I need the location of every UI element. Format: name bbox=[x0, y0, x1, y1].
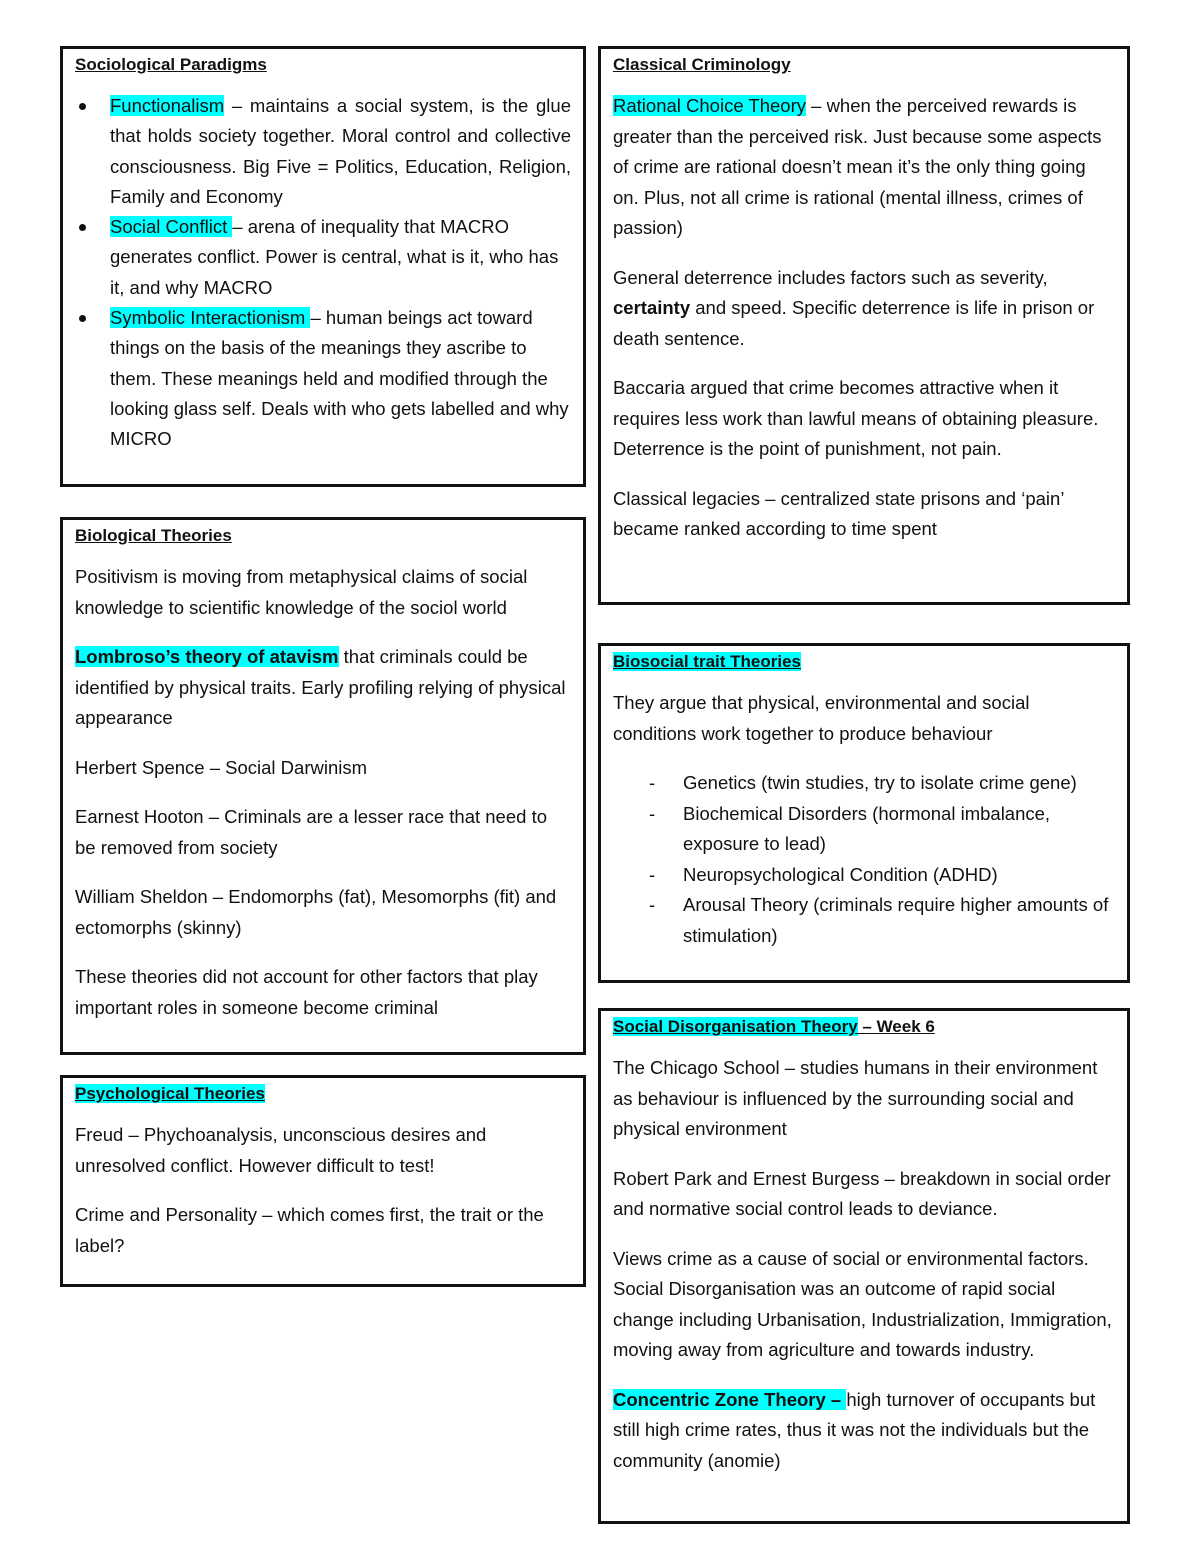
term-highlight: Functionalism bbox=[110, 95, 225, 116]
paragraph-text: and speed. Specific deterrence is life in prison or death sentence. bbox=[613, 297, 1095, 349]
paragraph-text: – when the perceived rewards is greater than the perceived risk. Just because some aspects of crime are rational doesn’t mean it’s the only thing going on. Plus, not all crime is rational (mental illness, crimes of passion) bbox=[613, 95, 1102, 238]
list-item: - Neuropsychological Condition (ADHD) bbox=[683, 860, 1115, 891]
section-title: Sociological Paradigms bbox=[75, 55, 267, 74]
section-title: Classical Criminology bbox=[613, 55, 791, 74]
section-title bbox=[613, 1015, 1115, 1039]
paragraph: Earnest Hooton – Criminals are a lesser race that need to be removed from society bbox=[75, 806, 547, 858]
title-suffix: – Week 6 bbox=[857, 1017, 935, 1036]
paragraph: Views crime as a cause of social or environmental factors. Social Disorganisation was an outcome of rapid social change including Urbanisation, Industrialization, Immigration, moving away from agriculture and towards industry. bbox=[613, 1247, 1112, 1360]
title-highlight: Social Disorganisation Theory bbox=[613, 1017, 858, 1036]
paragraph: Baccaria argued that crime becomes attractive when it requires less work than lawful means of obtaining pleasure. Deterrence is the point of punishment, not pain. bbox=[613, 377, 1099, 459]
paradigm-list bbox=[75, 91, 571, 455]
paragraph: Freud – Phychoanalysis, unconscious desires and unresolved conflict. However difficult to test! bbox=[75, 1124, 487, 1176]
trait-list bbox=[613, 768, 1115, 951]
list-item: - Arousal Theory (criminals require higher amounts of stimulation) bbox=[683, 890, 1115, 951]
paragraph bbox=[613, 263, 1115, 355]
paragraph-text: that criminals could be identified by physical traits. Early profiling relying of physical appearance bbox=[75, 646, 566, 728]
paragraph: They argue that physical, environmental and social conditions work together to produce behaviour bbox=[613, 692, 1030, 744]
social-disorganisation-box bbox=[598, 1008, 1130, 1524]
term-highlight: Social Conflict bbox=[110, 216, 233, 238]
paragraph bbox=[613, 1385, 1115, 1477]
term-highlight: Lombroso’s theory of atavism bbox=[75, 646, 339, 667]
list-item bbox=[110, 91, 571, 212]
section-title bbox=[75, 1082, 571, 1106]
paragraph bbox=[75, 642, 571, 734]
paragraph: These theories did not account for other factors that play important roles in someone become criminal bbox=[75, 966, 538, 1018]
term-highlight: Concentric Zone Theory – bbox=[613, 1388, 847, 1410]
title-highlight: Psychological Theories bbox=[75, 1084, 265, 1103]
term-highlight: Rational Choice Theory bbox=[613, 95, 806, 116]
paragraph: Robert Park and Ernest Burgess – breakdown in social order and normative social control leads to deviance. bbox=[613, 1167, 1111, 1219]
section-title bbox=[613, 650, 1115, 674]
list-item bbox=[110, 303, 571, 454]
paragraph-text: General deterrence includes factors such as severity, bbox=[613, 266, 1048, 288]
paragraph-text: high turnover of occupants but still high crime rates, thus it was not the individuals but the community (anomie) bbox=[613, 1388, 1096, 1471]
bold-text: certainty bbox=[613, 297, 691, 318]
paragraph: Positivism is moving from metaphysical claims of social knowledge to scientific knowledge of the sociol world bbox=[75, 566, 528, 618]
paragraph: The Chicago School – studies humans in their environment as behaviour is influenced by the surrounding social and physical environment bbox=[613, 1057, 1098, 1139]
psychological-theories-box bbox=[60, 1075, 586, 1287]
classical-criminology-box bbox=[598, 46, 1130, 605]
sociological-paradigms-box bbox=[60, 46, 586, 487]
list-item-text: – human beings act toward things on the basis of the meanings they ascribe to them. These meanings held and modified through the looking glass self. Deals with who gets labelled and why MICRO bbox=[110, 307, 569, 450]
paragraph bbox=[613, 91, 1115, 244]
biological-theories-box bbox=[60, 517, 586, 1055]
list-item bbox=[110, 212, 571, 303]
section-title: Biological Theories bbox=[75, 526, 232, 545]
paragraph: Herbert Spence – Social Darwinism bbox=[75, 756, 368, 778]
list-item-text: – arena of inequality that MACRO generates conflict. Power is central, what is it, who has it, and why MACRO bbox=[110, 216, 559, 298]
list-item: - Genetics (twin studies, try to isolate crime gene) bbox=[683, 768, 1115, 799]
list-item: - Biochemical Disorders (hormonal imbalance, exposure to lead) bbox=[683, 799, 1115, 860]
list-item-text: – maintains a social system, is the glue that holds society together. Moral control and collective consciousness. Big Five = Politics, Education, Religion, Family and Economy bbox=[110, 95, 571, 207]
term-highlight: Symbolic Interactionism bbox=[110, 307, 311, 329]
paragraph: William Sheldon – Endomorphs (fat), Mesomorphs (fit) and ectomorphs (skinny) bbox=[75, 886, 557, 938]
paragraph: Crime and Personality – which comes first, the trait or the label? bbox=[75, 1204, 544, 1256]
biosocial-trait-box bbox=[598, 643, 1130, 983]
title-highlight: Biosocial trait Theories bbox=[613, 652, 801, 671]
paragraph: Classical legacies – centralized state prisons and ‘pain’ became ranked according to time spent bbox=[613, 487, 1064, 539]
